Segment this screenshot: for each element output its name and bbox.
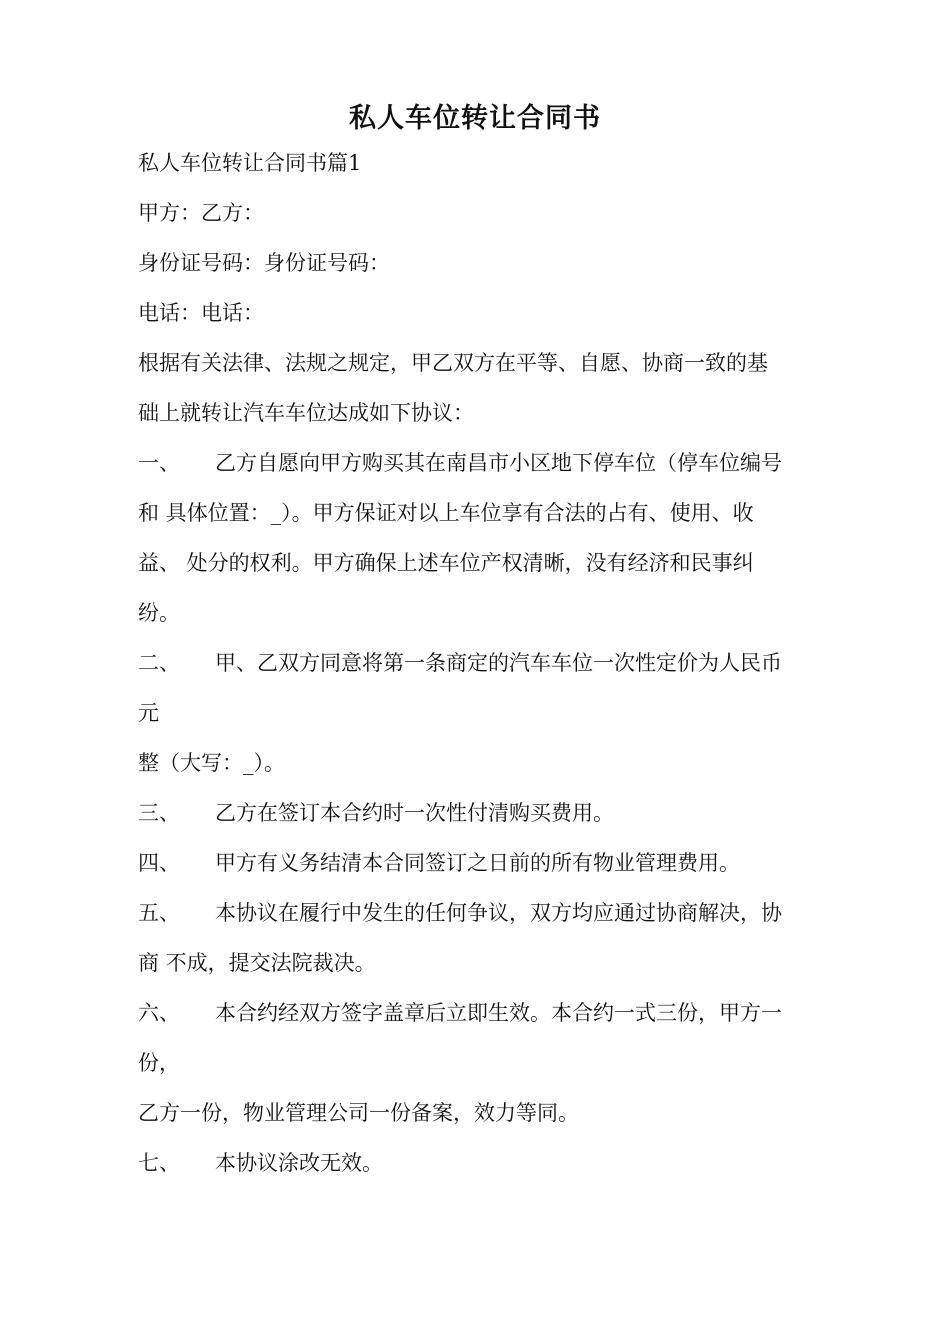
preamble-line-2: 础上就转让汽车车位达成如下协议： xyxy=(138,401,474,425)
clause-number: 七、 xyxy=(138,1151,180,1175)
clause-1-line-4: 纷。 xyxy=(138,601,180,625)
clause-number: 三、 xyxy=(138,801,180,825)
clause-text: 本协议在履行中发生的任何争议，双方均应通过协商解决，协 xyxy=(215,901,782,925)
clause-number: 四、 xyxy=(138,851,180,875)
document-title: 私人车位转让合同书 xyxy=(349,103,601,134)
clause-4-line-1 xyxy=(138,848,740,878)
party-line: 甲方：乙方： xyxy=(138,201,264,225)
subtitle: 私人车位转让合同书篇1 xyxy=(138,151,362,175)
clause-number: 五、 xyxy=(138,901,180,925)
clause-5-line-1 xyxy=(138,898,782,928)
clause-1-line-1 xyxy=(138,448,782,478)
clause-text: 甲方有义务结清本合同签订之日前的所有物业管理费用。 xyxy=(215,851,740,875)
clause-5-line-2: 商 不成，提交法院裁决。 xyxy=(138,951,376,975)
clause-number: 二、 xyxy=(138,651,180,675)
clause-6-line-2: 份， xyxy=(138,1051,180,1075)
clause-6-line-1 xyxy=(138,998,782,1028)
clause-number: 一、 xyxy=(138,451,180,475)
clause-2-line-1 xyxy=(138,648,782,678)
clause-2-line-3: 整（大写：_）。 xyxy=(138,751,285,775)
clause-2-line-2: 元 xyxy=(138,701,159,725)
clause-number: 六、 xyxy=(138,1001,180,1025)
phone-line: 电话：电话： xyxy=(138,301,264,325)
id-number-line: 身份证号码：身份证号码： xyxy=(138,251,390,275)
clause-1-line-3: 益、 处分的权利。甲方确保上述车位产权清晰，没有经济和民事纠 xyxy=(138,551,754,575)
clause-7-line-1 xyxy=(138,1148,383,1178)
preamble-line-1: 根据有关法律、法规之规定，甲乙双方在平等、自愿、协商一致的基 xyxy=(138,351,768,375)
clause-text: 乙方自愿向甲方购买其在南昌市小区地下停车位（停车位编号 xyxy=(215,451,782,475)
clause-text: 乙方在签订本合约时一次性付清购买费用。 xyxy=(215,801,614,825)
clause-text: 本合约经双方签字盖章后立即生效。本合约一式三份，甲方一 xyxy=(215,1001,782,1025)
clause-1-line-2: 和 具体位置：_）。甲方保证对以上车位享有合法的占有、使用、收 xyxy=(138,501,754,525)
clause-3-line-1 xyxy=(138,798,614,828)
clause-text: 本协议涂改无效。 xyxy=(215,1151,383,1175)
clause-6-line-3: 乙方一份，物业管理公司一份备案，效力等同。 xyxy=(138,1101,579,1125)
clause-text: 甲、乙双方同意将第一条商定的汽车车位一次性定价为人民币 xyxy=(215,651,782,675)
